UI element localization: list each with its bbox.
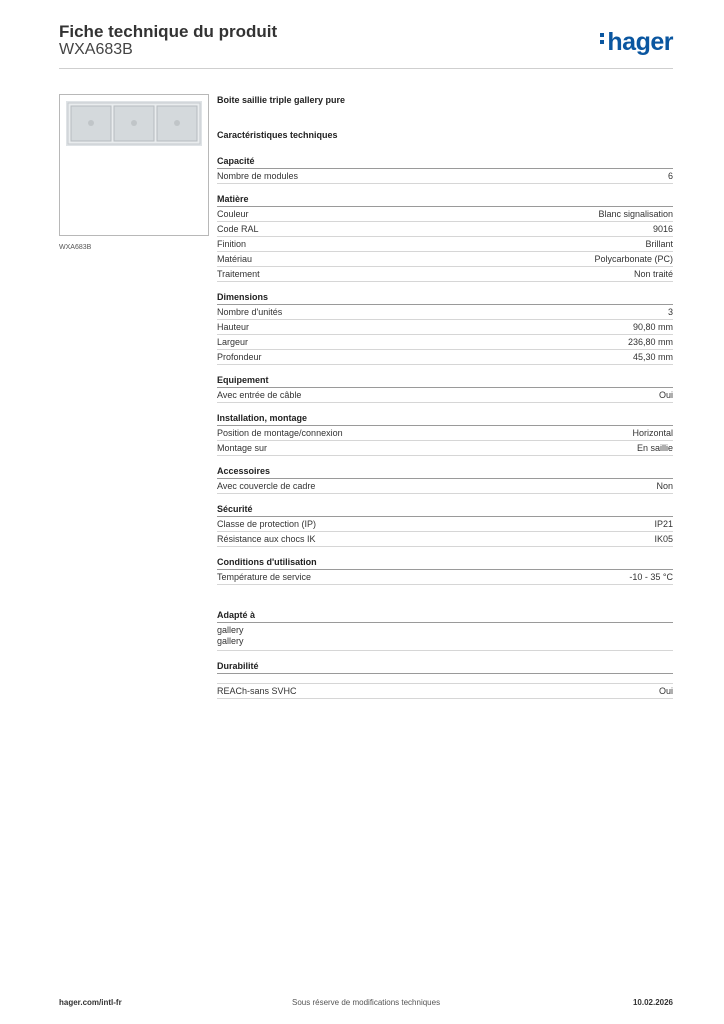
spec-row: [217, 479, 673, 494]
spec-row: [217, 320, 673, 335]
section-title: Conditions d'utilisation: [217, 556, 673, 570]
section-title: Dimensions: [217, 291, 673, 305]
spec-label: Classe de protection (IP): [217, 519, 317, 529]
spec-row: [217, 350, 673, 365]
section-equipement: [217, 374, 673, 403]
spec-label: Finition: [217, 239, 247, 249]
spec-label: Position de montage/connexion: [217, 428, 343, 438]
spec-value: Horizontal: [632, 428, 673, 438]
spec-row: [217, 517, 673, 532]
logo-text: hager: [607, 28, 673, 56]
spec-value: Oui: [658, 390, 673, 400]
spec-row: [217, 388, 673, 403]
section-conditions: [217, 556, 673, 585]
page-header: [59, 22, 673, 70]
spec-row: [217, 207, 673, 222]
spec-row: [217, 335, 673, 350]
spec-label: Nombre d'unités: [217, 307, 283, 317]
footer-date: 10.02.2026: [632, 998, 673, 1007]
spec-label: Profondeur: [217, 352, 262, 362]
spec-value: Non: [656, 481, 673, 491]
spec-value: Non traité: [633, 269, 673, 279]
logo-dots-icon: [600, 30, 604, 47]
spec-value: -10 - 35 °C: [629, 572, 673, 582]
spec-value: 90,80 mm: [632, 322, 673, 332]
spec-label: REACh-sans SVHC: [217, 686, 297, 696]
compatible-item: gallery: [217, 625, 244, 635]
spec-value: IK05: [654, 534, 673, 544]
section-title: Adapté à: [217, 609, 673, 623]
section-securite: [217, 503, 673, 547]
section-title: Installation, montage: [217, 412, 673, 426]
section-durabilite: [217, 660, 673, 699]
spec-label: Montage sur: [217, 443, 268, 453]
spec-row: [217, 426, 673, 441]
spec-content: [217, 94, 673, 708]
page-title: Fiche technique du produit: [59, 22, 278, 41]
spacer: [217, 674, 673, 683]
spec-label: Traitement: [217, 269, 260, 279]
spec-label: Largeur: [217, 337, 249, 347]
section-installation: [217, 412, 673, 456]
spec-row: [217, 267, 673, 282]
spec-label: Résistance aux chocs IK: [217, 534, 316, 544]
spec-value: 45,30 mm: [632, 352, 673, 362]
spec-label: Matériau: [217, 254, 253, 264]
spec-value: IP21: [654, 519, 673, 529]
spec-row: [217, 441, 673, 456]
spec-row: [217, 532, 673, 547]
footer-website: hager.com/intl-fr: [59, 998, 122, 1007]
spec-label: Avec couvercle de cadre: [217, 481, 316, 491]
section-dimensions: [217, 291, 673, 365]
footer-disclaimer: Sous réserve de modifications techniques: [292, 998, 441, 1007]
characteristics-heading: Caractéristiques techniques: [217, 130, 338, 140]
compatible-list: [217, 623, 673, 651]
spec-value: 9016: [652, 224, 673, 234]
spec-value: 3: [667, 307, 673, 317]
spec-label: Avec entrée de câble: [217, 390, 302, 400]
section-adapte: [217, 609, 673, 651]
spec-row: [217, 305, 673, 320]
section-matiere: [217, 193, 673, 282]
product-image-frame: [59, 94, 209, 236]
image-caption: WXA683B: [59, 244, 92, 251]
spec-value: En saillie: [636, 443, 673, 453]
spec-row: [217, 169, 673, 184]
hager-logo: [600, 28, 673, 56]
section-title: Matière: [217, 193, 673, 207]
spec-row: [217, 570, 673, 585]
compatible-item: gallery: [217, 636, 244, 646]
spec-label: Température de service: [217, 572, 312, 582]
spec-label: Hauteur: [217, 322, 250, 332]
spec-row: [217, 237, 673, 252]
section-title: Capacité: [217, 155, 673, 169]
section-title: Sécurité: [217, 503, 673, 517]
spec-value: 236,80 mm: [627, 337, 673, 347]
section-capacite: [217, 155, 673, 184]
section-accessoires: [217, 465, 673, 494]
spec-label: Code RAL: [217, 224, 259, 234]
spec-row: [217, 683, 673, 699]
spec-value: 6: [667, 171, 673, 181]
spec-row: [217, 252, 673, 267]
spec-row: [217, 222, 673, 237]
spec-value: Polycarbonate (PC): [594, 254, 673, 264]
product-name: Boite saillie triple gallery pure: [217, 95, 346, 105]
section-title: Equipement: [217, 374, 673, 388]
spec-label: Nombre de modules: [217, 171, 299, 181]
section-title: Accessoires: [217, 465, 673, 479]
spec-label: Couleur: [217, 209, 249, 219]
spec-value: Oui: [658, 686, 673, 696]
header-divider: [59, 68, 673, 69]
section-title: Durabilité: [217, 660, 673, 674]
product-image: [66, 101, 202, 146]
product-code: WXA683B: [59, 41, 133, 58]
spec-value: Brillant: [645, 239, 673, 249]
spacer: [217, 594, 673, 609]
spec-value: Blanc signalisation: [598, 209, 673, 219]
